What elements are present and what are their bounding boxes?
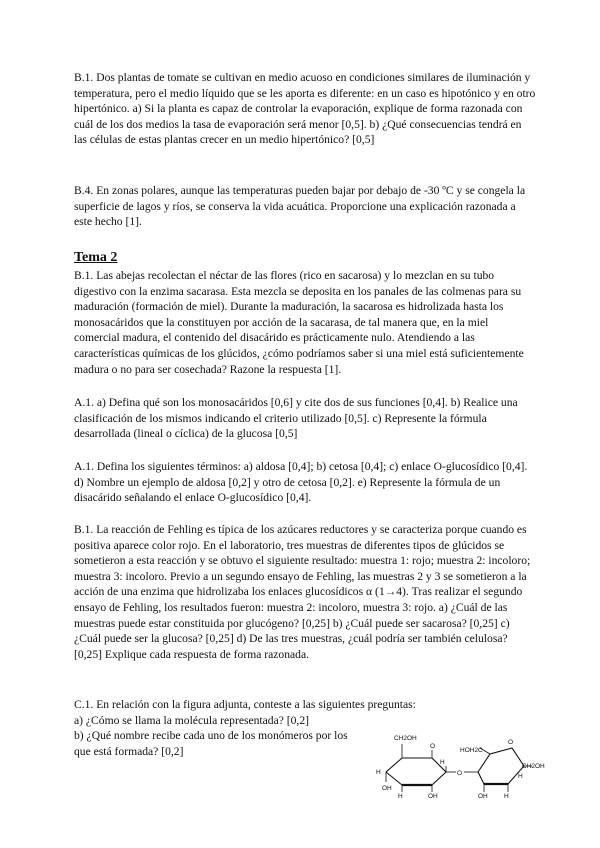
- label-oh-left: OH: [382, 785, 392, 792]
- label-o-ring1: O: [430, 743, 436, 750]
- label-ch2oh-right: CH2OH: [522, 763, 545, 770]
- label-h-bottom-left: H: [398, 793, 403, 798]
- question-a1-terminos: A.1. Defina los siguientes términos: a) aldosa [0,4]; b) cetosa [0,4]; c) enlace O-glucosídico [0,4]. d) Nombre un ejemplo de aldosa [0,2] y otro de cetosa [0,2]. e) Represente la fórmula de un disacárido señalando el enlace O-glucosídico [0,4].: [74, 460, 528, 505]
- question-b1-plantas: B.1. Dos plantas de tomate se cultivan en medio acuoso en condiciones similares de iluminación y temperatura, pero el medio líquido que se les aporta es diferente: en un caso es hipotónico y en otro hipertónico. a) Si la planta es capaz de controlar la evaporación, explique de forma razonada con cuál de los dos medios la tasa de evaporación será menor [0,5]. b) ¿Qué consecuencias tendrá en las células de estas plantas crecer en un medio hipertónico? [0,5]: [74, 71, 536, 147]
- label-h-right2: H: [518, 773, 523, 780]
- question-b1-abejas: B.1. Las abejas recolectan el néctar de las flores (rico en sacarosa) y lo mezclan en su tubo digestivo con la enzima sacarasa. Esta mezcla se deposita en los panales de las colmenas para su maduración (formación de miel). Durante la maduración, la sacarosa es hidrolizada hasta los monosacáridos que la constituyen por acción de la sacarasa, de tal manera que, en la miel comercial madura, el contenido del disacárido es prácticamente nulo. Atendiendo a las características químicas de los glúcidos, ¿cómo podríamos saber si una miel está suficientemente madura o no para ser cosechada? Razone la respuesta [1].: [74, 269, 524, 376]
- label-h-bottom-right: H: [504, 793, 509, 798]
- label-ch2oh-top: CH2OH: [394, 735, 417, 742]
- disaccharide-figure: [374, 730, 550, 798]
- label-oh-right: OH: [478, 793, 488, 798]
- label-o-ring2: O: [508, 739, 514, 746]
- section-title-tema-2: Tema 2: [74, 250, 118, 265]
- left-ring: [376, 735, 456, 798]
- right-ring: [460, 739, 545, 798]
- label-oh-bottom: OH: [428, 793, 438, 798]
- label-h-left: H: [376, 769, 381, 776]
- question-c1-a: a) ¿Cómo se llama la molécula representada? [0,2]: [74, 713, 309, 727]
- label-o-bridge: O: [457, 770, 463, 777]
- question-c1-b: b) ¿Qué nombre recibe cada uno de los monómeros por los que está formada? [0,2]: [74, 729, 348, 758]
- question-b1-fehling: B.1. La reacción de Fehling es típica de los azúcares reductores y se caracteriza porque cuando es positiva aparece color rojo. En el laboratorio, tres muestras de diferentes tipos de glúcidos se sometieron a esta reacción y se obtuvo el siguiente resultado: muestra 1: rojo; muestra 2: incoloro; muestra 3: incoloro. Previo a un segundo ensayo de Fehling, las muestras 2 y 3 se sometieron a la acción de una enzima que hidrolizaba los enlaces glucosídicos α (1→4). Tras realizar el segundo ensayo de Fehling, los resultados fueron: muestra 2: incoloro, muestra 3: rojo. a) ¿Cuál de las muestras puede estar constituida por glucógeno? [0,25] b) ¿Cuál puede ser sacarosa? [0,25] c) ¿Cuál puede ser la glucosa? [0,25] d) De las tres muestras, ¿cuál podría ser también celulosa? [0,25] Explique cada respuesta de forma razonada.: [74, 523, 531, 661]
- question-c1-intro: C.1. En relación con la figura adjunta, conteste a las siguientes preguntas:: [74, 698, 416, 711]
- label-hoh2c: HOH2C: [460, 747, 483, 754]
- question-b4-polares: B.4. En zonas polares, aunque las temperaturas pueden bajar por debajo de -30 ºC y se congela la superficie de lagos y ríos, se conserva la vida acuática. Proporcione una explicación razonada a este hecho [1].: [74, 184, 526, 229]
- question-a1-monosacaridos: A.1. a) Defina qué son los monosacáridos [0,6] y cite dos de sus funciones [0,4]. b) Realice una clasificación de los mismos indicando el criterio utilizado [0,5]. c) Represente la fórmula desarrollada (lineal o cíclica) de la glucosa [0,5]: [74, 396, 518, 441]
- label-h-right1: H: [440, 759, 445, 766]
